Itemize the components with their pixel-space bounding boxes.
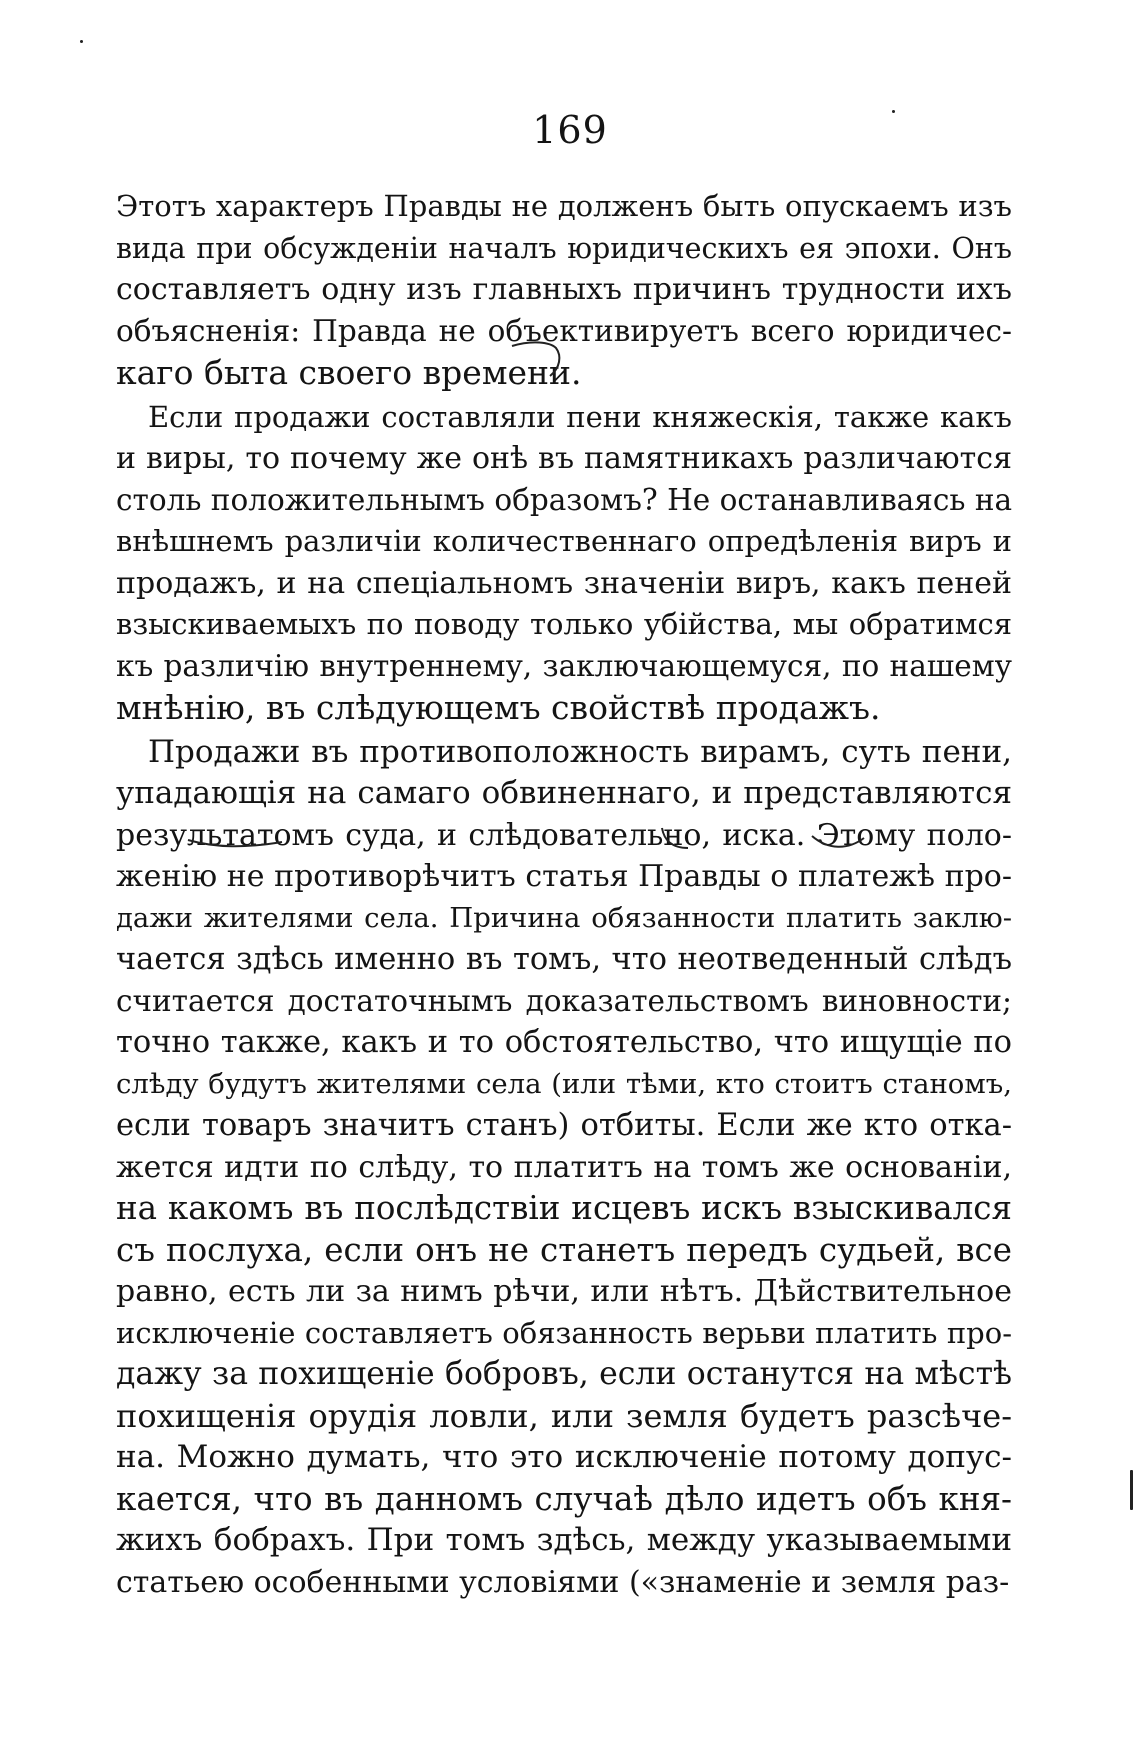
text-line: взыскиваемыхъ по поводу только убiйства, мы обратимся: [116, 607, 1012, 641]
text-line: кается, что въ данномъ случаѣ дѣло идетъ объ кня-: [116, 1479, 1012, 1518]
text-line: составляетъ одну изъ главныхъ причинъ трудности ихъ: [116, 272, 1012, 307]
text-line: слѣду будутъ жителями села (или тѣми, кто стоитъ станомъ,: [116, 1067, 1012, 1100]
text-line: объясненiя: Правда не объективируетъ всего юридичес-: [116, 313, 1012, 348]
text-line: внѣшнемъ различiи количественнаго опредѣленiя виръ и: [116, 524, 1012, 558]
text-line: упадающiя на самаго обвиненнаго, и представляются: [116, 775, 1012, 811]
text-line: столь положительнымъ образомъ? Не останавливаясь на: [116, 482, 1012, 517]
text-line: и виры, то почему же онѣ въ памятникахъ различаются: [116, 441, 1012, 476]
page-number: 169: [532, 108, 608, 152]
text-line: съ послуха, если онъ не станетъ передъ судьей, все: [116, 1230, 1012, 1269]
text-line: женiю не противорѣчитъ статья Правды о платежѣ про-: [116, 859, 1012, 894]
text-line: Этотъ характеръ Правды не долженъ быть опускаемъ изъ: [116, 189, 1012, 223]
text-line: жется идти по слѣду, то платитъ на томъ же основанiи,: [116, 1149, 1012, 1185]
text-line: мнѣнiю, въ слѣдующемъ свойствѣ продажъ.: [116, 688, 881, 727]
text-line: Если продажи составляли пени княжескiя, также какъ: [148, 399, 1012, 434]
text-line: статьею особенными условiями («знаменiе и земля раз-: [116, 1564, 1010, 1600]
text-line: исключенiе составляетъ обязанность верьви платить про-: [116, 1315, 1012, 1350]
text-line: каго быта своего времени.: [116, 353, 582, 392]
text-line: считается достаточнымъ доказательствомъ виновности;: [116, 983, 1012, 1018]
text-line: Продажи въ противоположность вирамъ, суть пени,: [148, 733, 1012, 770]
scan-speck: [1130, 1470, 1133, 1510]
text-line: если товаръ значитъ станъ) отбиты. Если же кто отка-: [116, 1108, 1012, 1143]
text-line: дажи жителями села. Причина обязанности платить заклю-: [116, 901, 1012, 934]
scan-speck: [80, 40, 83, 43]
text-line: результатомъ суда, и слѣдовательно, иска. Этому поло-: [116, 817, 1012, 853]
text-line: дажу за похищенiе бобровъ, если останутся на мѣстѣ: [116, 1356, 1012, 1392]
text-line: продажъ, и на спецiальномъ значенiи виръ, какъ пеней: [116, 565, 1012, 601]
text-line: точно также, какъ и то обстоятельство, что ищущiе по: [116, 1025, 1012, 1060]
scan-speck: [892, 110, 895, 113]
text-line: похищенiя орудiя ловли, или земля будетъ разсѣче-: [116, 1396, 1012, 1435]
text-line: на какомъ въ послѣдствiи исцевъ искъ взыскивался: [116, 1189, 1012, 1227]
text-line: чается здѣсь именно въ томъ, что неотведенный слѣдъ: [116, 942, 1012, 977]
text-line: вида при обсужденiи началъ юридическихъ ея эпохи. Онъ: [116, 231, 1012, 265]
text-line: на. Можно думать, что это исключенiе потому допус-: [116, 1439, 1012, 1475]
paragraph: [116, 186, 1012, 394]
body-text: [116, 186, 1012, 1603]
paragraph: [116, 732, 1012, 1604]
text-line: равно, есть ли за нимъ рѣчи, или нѣтъ. Дѣйствительное: [116, 1274, 1012, 1309]
paragraph: [116, 397, 1012, 729]
text-line: жихъ бобрахъ. При томъ здѣсь, между указываемыми: [116, 1522, 1012, 1558]
text-line: къ различiю внутреннему, заключающемуся, по нашему: [116, 648, 1012, 683]
